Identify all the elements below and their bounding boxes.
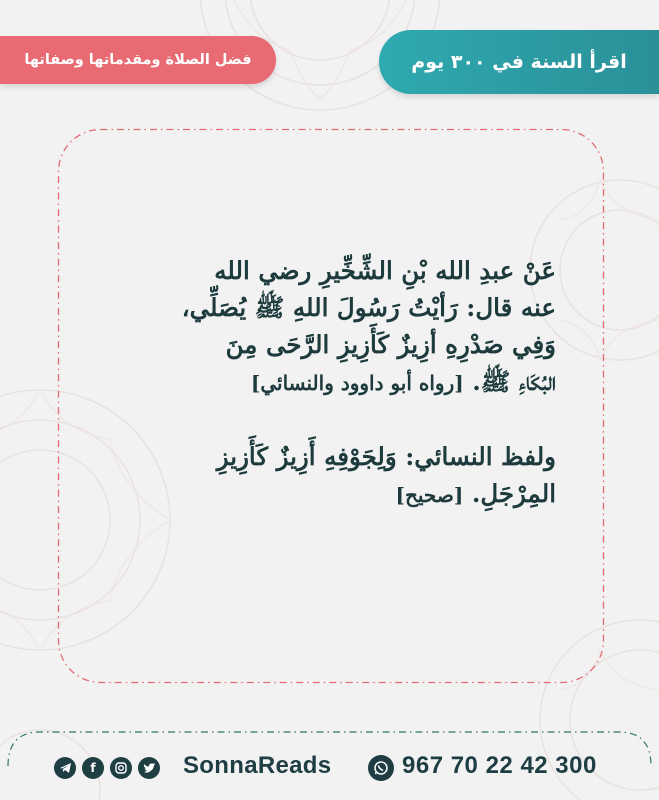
- whatsapp-icon[interactable]: [368, 755, 394, 781]
- brand-handle: SonnaReads: [183, 752, 332, 779]
- hadith-line: [96, 475, 556, 514]
- hadith-line: وَفِي صَدْرِهِ أزِيزٌ كَأَزِيزِ الرَّحَى مِنَ: [225, 330, 556, 359]
- telegram-icon[interactable]: [54, 757, 76, 779]
- instagram-icon[interactable]: [110, 757, 132, 779]
- facebook-icon[interactable]: f: [82, 757, 104, 779]
- hadith-line: ولفظ النسائي: وَلِجَوْفِهِ أَزِيزٌ كَأَزِيزِ: [216, 442, 556, 471]
- topic-banner: [0, 36, 276, 84]
- hadith-line: [96, 363, 556, 402]
- topic-title: فضل الصلاة ومقدماتها وصفاتها: [24, 52, 252, 68]
- hadith-grade: [صحيح]: [395, 483, 464, 507]
- hadith-line-text: البُكَاءِ ﷺ.: [472, 367, 556, 396]
- social-icons: [54, 757, 160, 779]
- hadith-line: عَنْ عبدِ الله بْنِ الشِّخِّيرِ رضي الله: [214, 256, 556, 285]
- hadith-line: عنه قال: رَأيْتُ رَسُولَ اللهِ ﷺ يُصَلِّي،: [181, 293, 556, 322]
- twitter-icon[interactable]: [138, 757, 160, 779]
- book-title-banner: [379, 30, 659, 94]
- phone-number: 967 70 22 42 300: [402, 752, 597, 779]
- footer: [0, 740, 659, 800]
- hadith-line-text: المِرْجَلِ.: [471, 479, 556, 508]
- hadith-reference: [رواه أبو داوود والنسائي]: [250, 371, 464, 395]
- book-title: اقرأ السنة في ٣٠٠ يوم: [411, 51, 627, 73]
- hadith-text: [96, 252, 556, 514]
